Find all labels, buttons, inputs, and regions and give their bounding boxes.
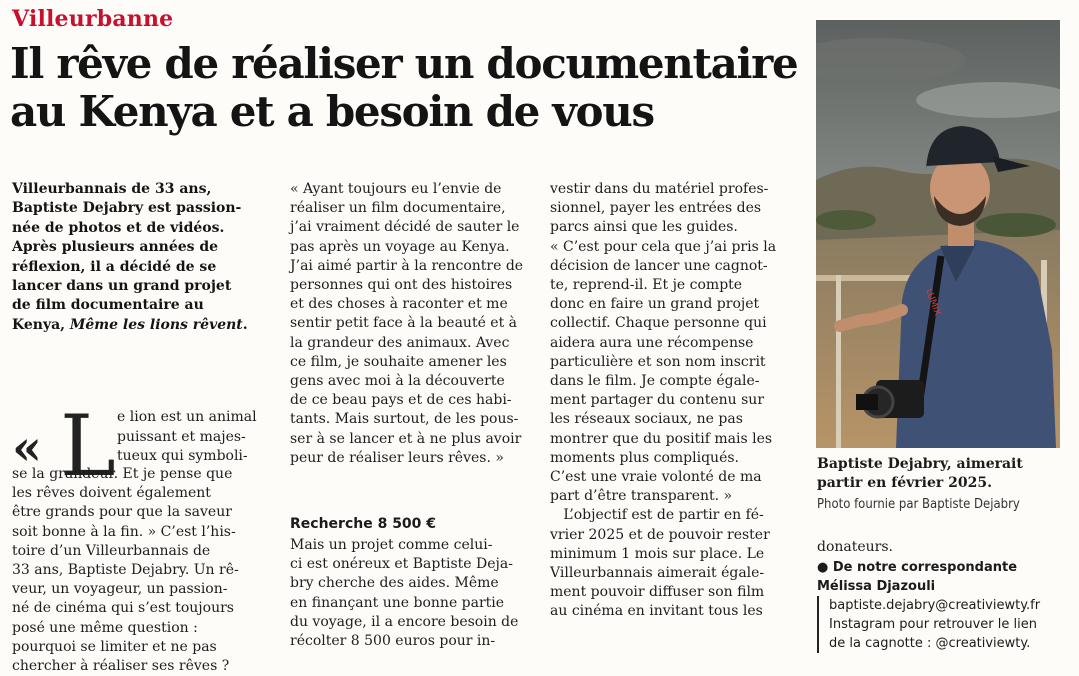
column-2-bottom: Mais un projet comme celui- ci est onéreux et Baptiste Deja- bry cherche des aides. Même en finançant une bonne partie du voyage, il a encore besoin de récolter 8 500 euros pour in- (290, 537, 519, 650)
lead-text: Villeurbannais de 33 ans, Baptiste Dejabry est passion- née de photos et de vidéos. Après plusieurs années de réflexion, il a décidé de se lancer dans un grand projet de film documentaire au Kenya, (12, 181, 242, 333)
column-4: donateurs. (817, 539, 894, 555)
photo-illustration (816, 20, 1060, 448)
photo-credit: Photo fournie par Baptiste Dejabry (817, 497, 1020, 512)
article-photo (816, 20, 1060, 448)
section-kicker: Villeurbanne (12, 6, 174, 32)
lead-end: . (242, 316, 248, 333)
dropcap: L (60, 397, 116, 496)
contact-info: baptiste.dejabry@creativiewty.fr Instagram pour retrouver le lien de la cagnotte : @creativiewty. (817, 596, 1040, 653)
headline: Il rêve de réaliser un documentaire au Kenya et a besoin de vous (10, 39, 798, 136)
column-3: vestir dans du matériel profes- sionnel, payer les entrées des parcs ainsi que les guides. « C’est pour cela que j’ai pris la décision de lancer une cagnot- te, reprend-il. Et je compte donc en faire un grand projet collectif. Chaque personne qui aidera aura une récompense particulière et son nom inscrit dans le film. Je compte égale- ment partager du contenu sur les réseaux sociaux, ne pas montrer que du positif mais les moments plus compliqués. C’est une vraie volonté de ma part d’être transparent. » L’objectif est de partir en fé- vrier 2025 et de pouvoir rester minimum 1 mois sur place. Le Villeurbannais aimerait égale- ment pouvoir diffuser son film au cinéma en invitant tous les (550, 181, 777, 620)
lead-paragraph (12, 180, 248, 335)
opening-quote: « (12, 420, 42, 477)
column-2-top: « Ayant toujours eu l’envie de réaliser un film documentaire, j’ai vraiment décidé de sauter le pas après un voyage au Kenya. J’ai aimé partir à la rencontre de personnes qui ont des histoires et des choses à raconter et me sentir petit face à la beauté et à la grandeur des animaux. Avec ce film, je souhaite amener les gens avec moi à la découverte de ce beau pays et de ces habi- tants. Mais surtout, de les pous- ser à se lancer et à ne plus avoir peur de réaliser leurs rêves. » (290, 181, 524, 466)
strap-logo: LUMIX (923, 287, 943, 318)
subhead: Recherche 8 500 € (290, 516, 437, 532)
photo-caption: Baptiste Dejabry, aimerait partir en février 2025. (817, 456, 1023, 491)
column-1 (12, 370, 257, 675)
column-1-text: se la grandeur. Et je pense que les rêves doivent également être grands pour que la saveur soit bonne à la fin. » C’est l’his- toire d’un Villeurbannais de 33 ans, Baptiste Dejabry. Un rê- veur, un voyageur, un passion- né de cinéma qui s’est toujours posé une même question : pourquoi se limiter et ne pas chercher à réaliser ses rêves ? (12, 466, 239, 675)
byline: ● De notre correspondante Mélissa Djazouli (817, 560, 1018, 594)
dropcap-wrapped-text: e lion est un animal puissant et majes- tueux qui symboli- (117, 409, 257, 464)
film-title: Même les lions rêvent (69, 316, 243, 333)
